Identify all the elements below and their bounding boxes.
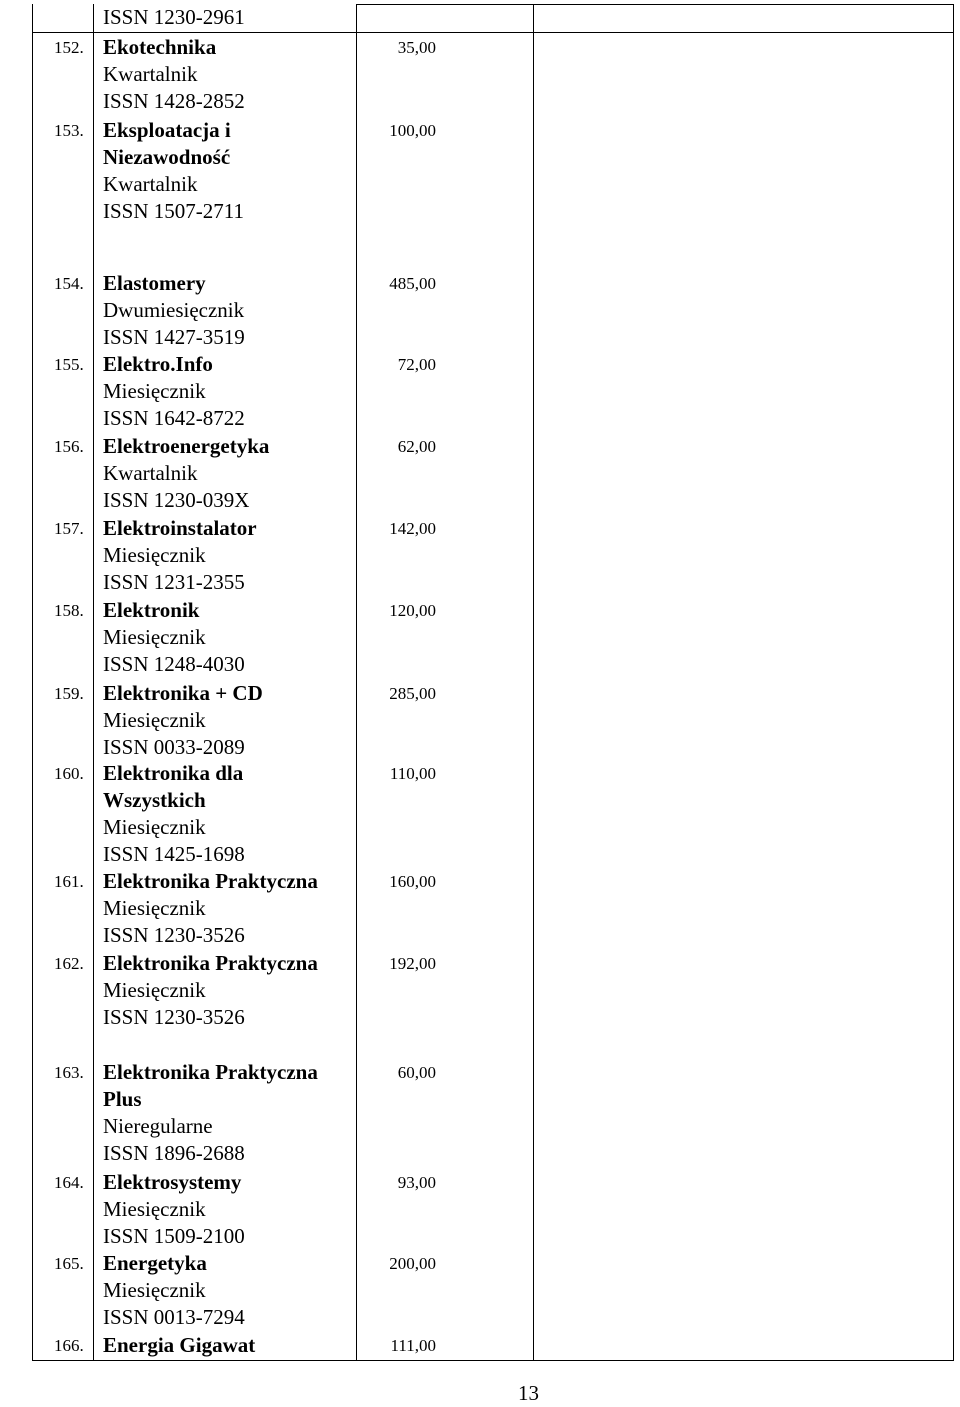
entry-name: Energetyka [103,1251,207,1275]
entry-issn: ISSN 1231-2355 [103,570,245,594]
entry-number: 160. [54,764,84,783]
entry-issn: ISSN 1425-1698 [103,842,245,866]
entry-issn: ISSN 0033-2089 [103,735,245,759]
entry-title-block [103,1332,255,1359]
entry-price: 192,00 [389,954,436,973]
entry-number: 159. [54,684,84,703]
entry-number: 157. [54,519,84,538]
entry-number: 164. [54,1173,84,1192]
entry-name: Elektronika Praktyczna Plus [103,1060,318,1111]
entry-title-block [103,868,318,949]
entry-frequency: Kwartalnik [103,172,198,196]
entry-title-block [103,270,245,351]
entry-name: Elastomery [103,271,206,295]
entry-frequency: Miesięcznik [103,1278,206,1302]
page-number: 13 [518,1381,539,1405]
entry-issn: ISSN 1248-4030 [103,652,245,676]
table-border-num [93,4,94,1361]
entry-title-block [103,515,257,596]
entry-title-block [103,680,263,761]
entry-title-block [103,117,244,225]
entry-number: 154. [54,274,84,293]
top-issn: ISSN 1230-2961 [103,5,245,29]
entry-name: Elektroenergetyka [103,434,270,458]
entry-frequency: Miesięcznik [103,1197,206,1221]
entry-number: 153. [54,121,84,140]
entry-number: 166. [54,1336,84,1355]
entry-issn: ISSN 1230-3526 [103,1005,245,1029]
entry-frequency: Miesięcznik [103,543,206,567]
entry-number: 156. [54,437,84,456]
entry-title-block [103,760,245,868]
entry-frequency: Miesięcznik [103,978,206,1002]
table-top-line [356,4,954,5]
entry-number: 155. [54,355,84,374]
entry-price: 62,00 [397,437,436,456]
entry-price: 60,00 [397,1063,436,1082]
entry-name: Elektronika + CD [103,681,263,705]
entry-price: 110,00 [389,764,436,783]
entry-issn: ISSN 1896-2688 [103,1141,245,1165]
entry-issn: ISSN 1509-2100 [103,1224,245,1248]
entry-price: 72,00 [397,355,436,374]
entry-number: 152. [54,38,84,57]
table-border-right [953,4,954,1361]
entry-name: Eksploatacja i Niezawodność [103,118,231,169]
entry-title-block [103,1169,245,1250]
entry-number: 158. [54,601,84,620]
entry-name: Elektronik [103,598,200,622]
entry-issn: ISSN 1427-3519 [103,325,245,349]
entry-issn: ISSN 1230-039X [103,488,250,512]
entry-frequency: Kwartalnik [103,461,198,485]
entry-price: 111,00 [390,1336,436,1355]
entry-number: 162. [54,954,84,973]
entry-title-block [103,433,269,514]
entry-frequency: Miesięcznik [103,708,206,732]
entry-price: 93,00 [397,1173,436,1192]
entry-name: Elektronika Praktyczna [103,951,318,975]
entry-frequency: Nieregularne [103,1114,213,1138]
entry-title-block [103,1250,245,1331]
entry-issn: ISSN 1230-3526 [103,923,245,947]
entry-price: 35,00 [397,38,436,57]
table-border-price [533,4,534,1361]
entry-price: 160,00 [389,872,436,891]
table-border-title [356,4,357,1361]
entry-frequency: Miesięcznik [103,379,206,403]
entry-price: 100,00 [389,121,436,140]
entry-name: Ekotechnika [103,35,217,59]
entry-title-block [103,950,318,1031]
entry-issn: ISSN 1428-2852 [103,89,245,113]
entry-issn: ISSN 1507-2711 [103,199,244,223]
entry-price: 485,00 [389,274,436,293]
entry-frequency: Dwumiesięcznik [103,298,245,322]
entry-frequency: Miesięcznik [103,625,206,649]
entry-frequency: Miesięcznik [103,815,206,839]
entry-title-block [103,34,245,115]
entry-title-block [103,1059,318,1167]
table-bottom-line [32,1360,954,1361]
entry-name: Elektronika Praktyczna [103,869,318,893]
entry-price: 142,00 [389,519,436,538]
entry-number: 161. [54,872,84,891]
entry-issn: ISSN 1642-8722 [103,406,245,430]
table-row-divider [32,32,954,33]
entry-number: 163. [54,1063,84,1082]
entry-price: 200,00 [389,1254,436,1273]
entry-name: Energia Gigawat [103,1333,256,1357]
entry-issn: ISSN 0013-7294 [103,1305,245,1329]
entry-title-block [103,597,245,678]
entry-name: Elektrosystemy [103,1170,242,1194]
entry-name: Elektronika dla Wszystkich [103,761,244,812]
entry-number: 165. [54,1254,84,1273]
entry-name: Elektroinstalator [103,516,257,540]
entry-frequency: Miesięcznik [103,896,206,920]
entry-price: 285,00 [389,684,436,703]
table-border-left [32,4,33,1361]
entry-frequency: Kwartalnik [103,62,198,86]
entry-price: 120,00 [389,601,436,620]
entry-title-block [103,351,245,432]
entry-name: Elektro.Info [103,352,213,376]
